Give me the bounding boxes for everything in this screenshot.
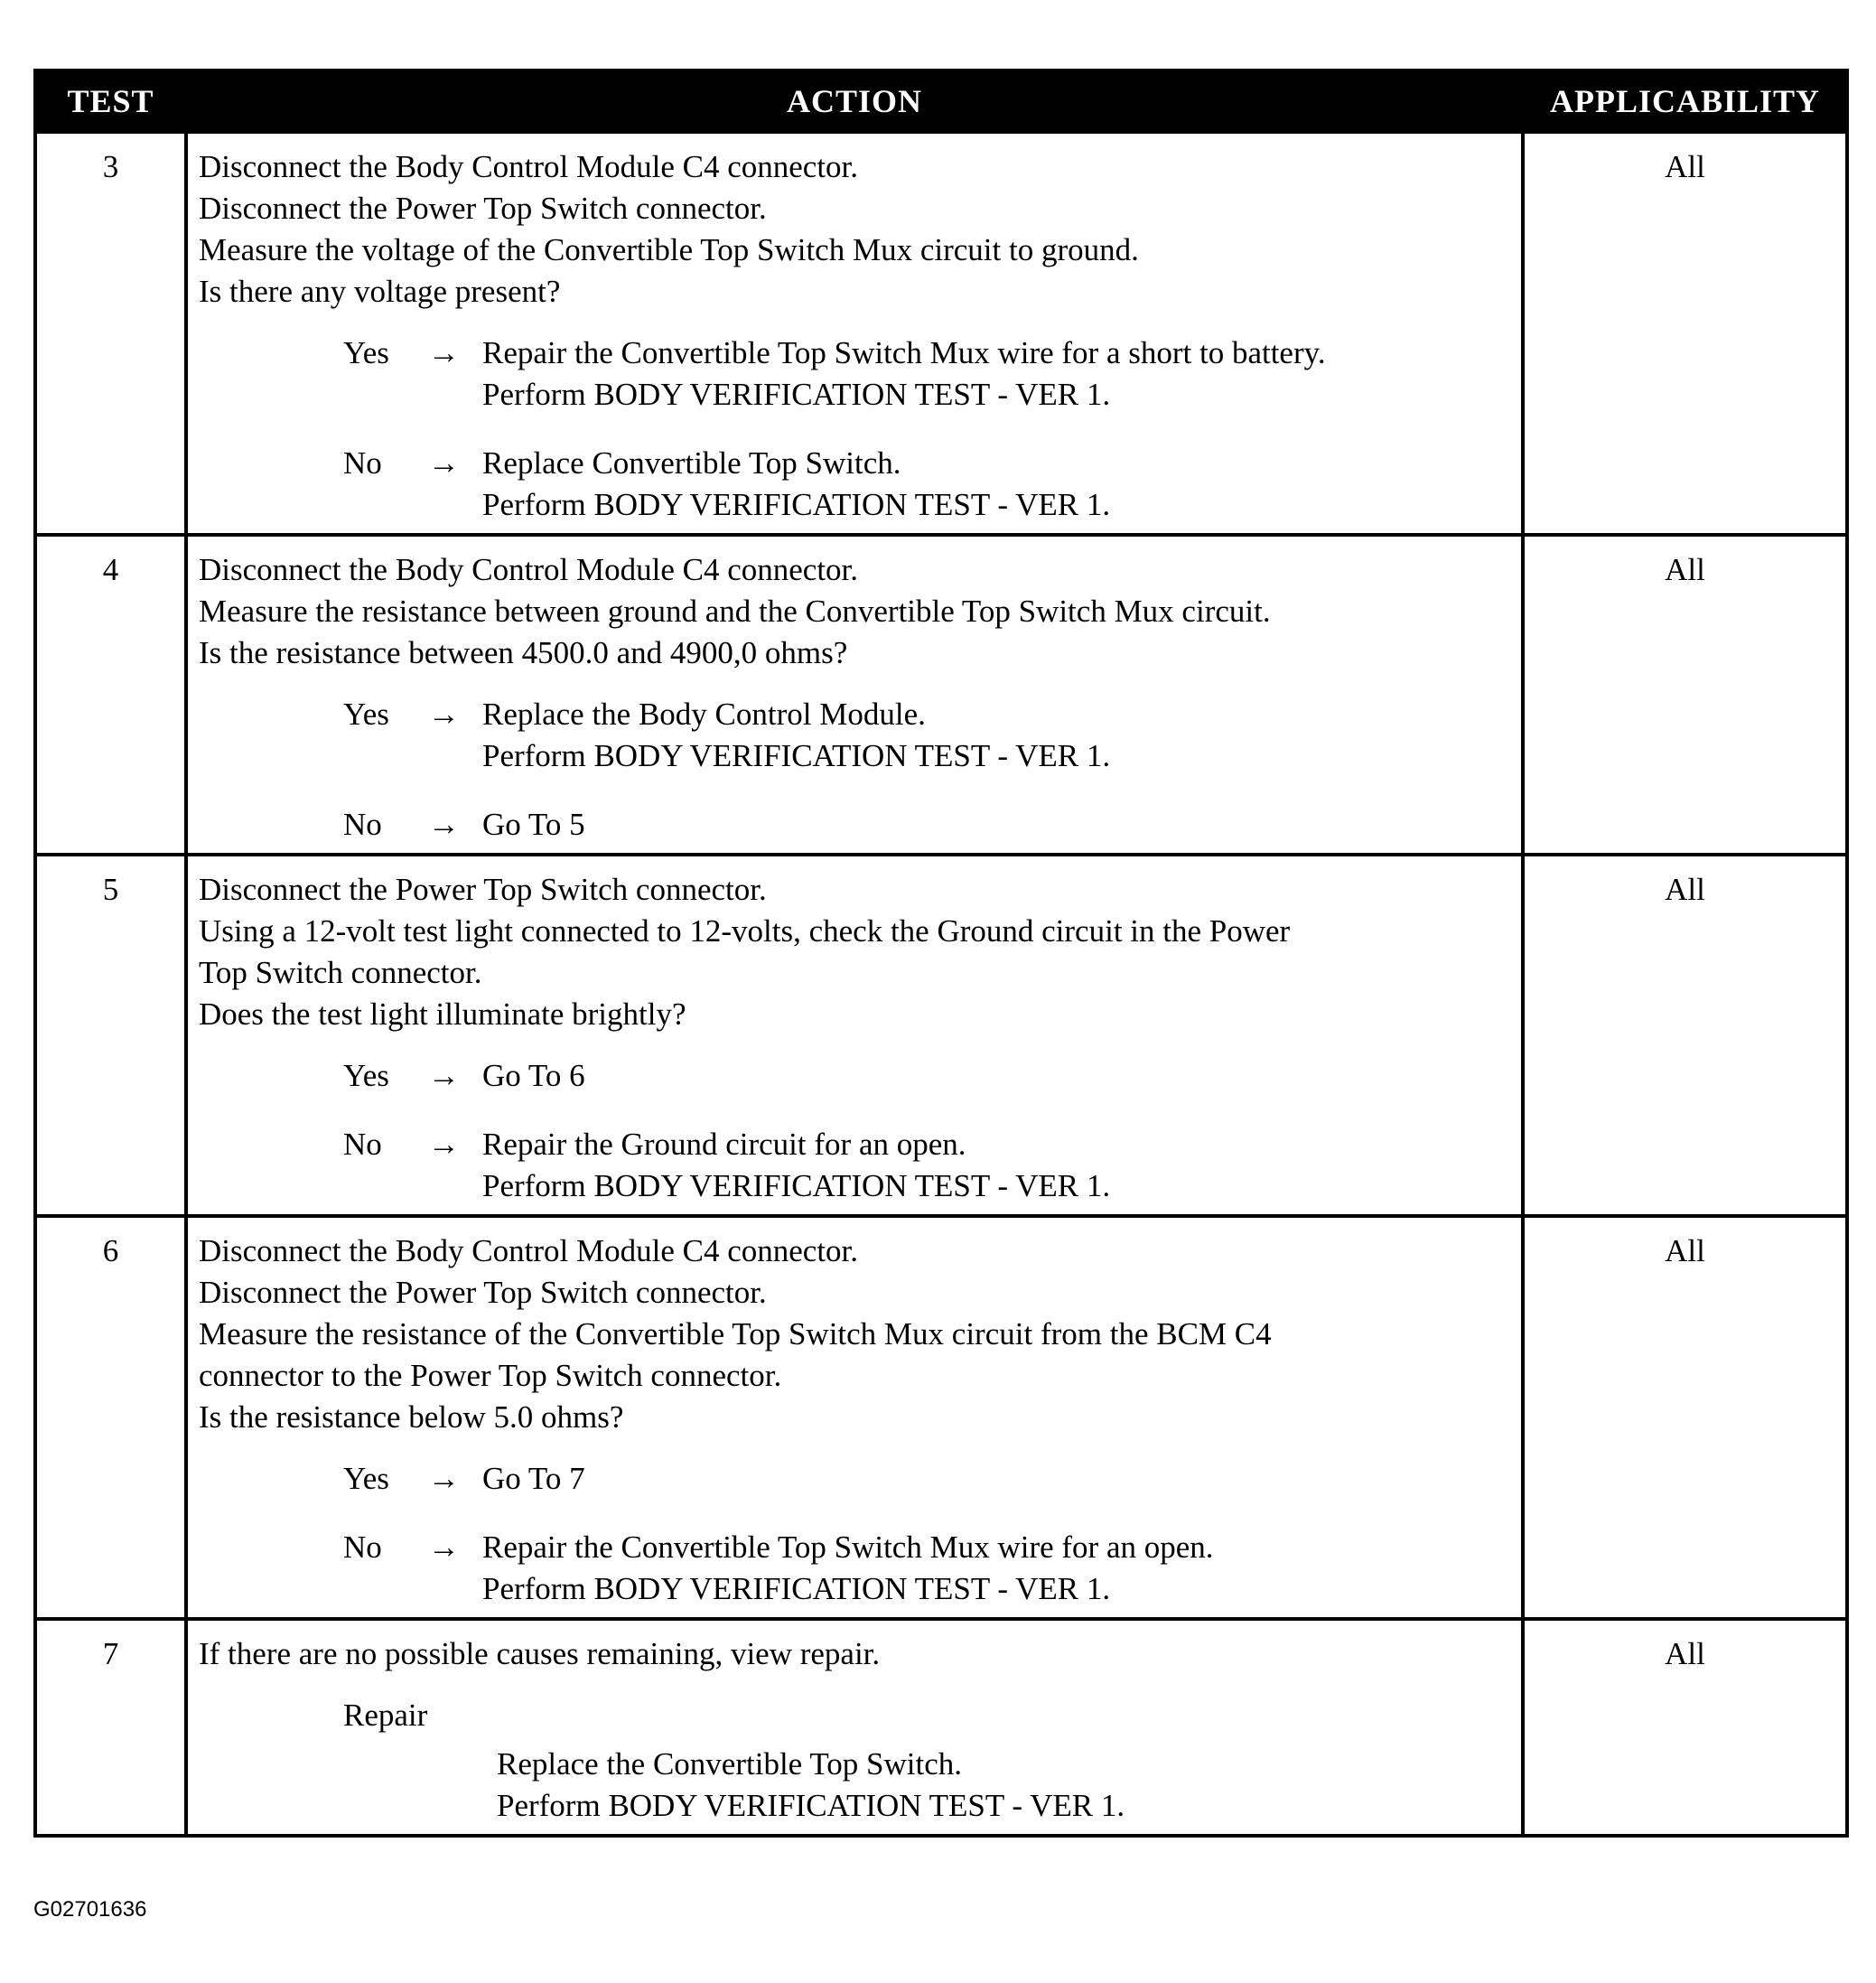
action-step: Disconnect the Body Control Module C4 connector. xyxy=(199,1233,859,1268)
header-action: ACTION xyxy=(186,70,1523,132)
arrow-right-icon: → xyxy=(428,807,460,842)
test-number: 3 xyxy=(35,132,186,535)
decision-branches xyxy=(199,1055,1514,1207)
test-row-4 xyxy=(35,535,1847,855)
branch-no xyxy=(199,1124,1514,1207)
action-step: Is the resistance between 4500.0 and 4900,0 ohms? xyxy=(199,635,848,670)
action-step: Disconnect the Power Top Switch connector. xyxy=(199,191,767,226)
action-step: Disconnect the Body Control Module C4 connector. xyxy=(199,149,859,184)
action-step: Measure the resistance of the Convertible Top Switch Mux circuit from the BCM C4 xyxy=(199,1316,1272,1352)
repair-line: Perform BODY VERIFICATION TEST - VER 1. xyxy=(497,1788,1125,1823)
action-step: Using a 12-volt test light connected to 12-volts, check the Ground circuit in the Power xyxy=(199,913,1291,949)
test-row-6 xyxy=(35,1216,1847,1619)
applicability-cell: All xyxy=(1523,855,1847,1216)
branch-answer: Yes xyxy=(343,1058,389,1093)
test-number: 6 xyxy=(35,1216,186,1619)
branch-answer: Yes xyxy=(343,1461,389,1496)
branch-answer: No xyxy=(343,807,382,842)
arrow-right-icon: → xyxy=(428,335,460,370)
action-step: Disconnect the Power Top Switch connector. xyxy=(199,872,767,907)
action-cell xyxy=(186,535,1523,855)
decision-branches xyxy=(199,1458,1514,1610)
branch-no xyxy=(199,1527,1514,1610)
branch-yes xyxy=(199,694,1514,777)
test-table xyxy=(33,69,1849,1838)
result-line: Perform BODY VERIFICATION TEST - VER 1. xyxy=(482,1168,1111,1203)
diagnostic-test-table xyxy=(33,69,1845,1838)
branch-result xyxy=(482,443,1110,526)
arrow-right-icon: → xyxy=(428,697,460,732)
header-test: TEST xyxy=(35,70,186,132)
arrow-right-icon: → xyxy=(428,1461,460,1496)
result-line: Perform BODY VERIFICATION TEST - VER 1. xyxy=(482,377,1111,412)
test-row-5 xyxy=(35,855,1847,1216)
result-line: Go To 6 xyxy=(482,1058,585,1093)
action-step: Is the resistance below 5.0 ohms? xyxy=(199,1399,624,1435)
decision-branches xyxy=(199,694,1514,846)
branch-result xyxy=(482,804,585,846)
result-line: Replace Convertible Top Switch. xyxy=(482,445,901,481)
branch-yes xyxy=(199,1055,1514,1097)
repair-label: Repair xyxy=(343,1698,428,1733)
branch-answer: No xyxy=(343,1127,382,1162)
branch-answer: No xyxy=(343,1529,382,1565)
header-row xyxy=(35,70,1847,132)
branch-no xyxy=(199,443,1514,526)
branch-result xyxy=(482,1124,1110,1207)
branch-result xyxy=(482,694,1110,777)
branch-result xyxy=(482,1458,585,1500)
branch-result xyxy=(482,1055,585,1097)
arrow-right-icon: → xyxy=(428,1058,460,1093)
action-step: Disconnect the Body Control Module C4 connector. xyxy=(199,552,859,587)
result-line: Repair the Convertible Top Switch Mux wire for an open. xyxy=(482,1529,1214,1565)
action-cell xyxy=(186,1216,1523,1619)
action-step: Measure the voltage of the Convertible Top Switch Mux circuit to ground. xyxy=(199,232,1139,267)
result-line: Repair the Ground circuit for an open. xyxy=(482,1127,966,1162)
applicability-cell: All xyxy=(1523,132,1847,535)
action-step: Is there any voltage present? xyxy=(199,274,561,309)
result-line: Replace the Body Control Module. xyxy=(482,697,926,732)
result-line: Go To 5 xyxy=(482,807,585,842)
action-step: If there are no possible causes remaining, view repair. xyxy=(199,1636,881,1671)
figure-id: G02701636 xyxy=(33,1897,147,1922)
action-step: Does the test light illuminate brightly? xyxy=(199,996,686,1032)
result-line: Perform BODY VERIFICATION TEST - VER 1. xyxy=(482,738,1111,773)
action-step: connector to the Power Top Switch connector. xyxy=(199,1358,782,1393)
arrow-right-icon: → xyxy=(428,1529,460,1565)
test-number: 7 xyxy=(35,1619,186,1836)
test-number: 4 xyxy=(35,535,186,855)
test-number: 5 xyxy=(35,855,186,1216)
action-cell xyxy=(186,855,1523,1216)
action-cell xyxy=(186,132,1523,535)
repair-line: Replace the Convertible Top Switch. xyxy=(497,1746,962,1782)
applicability-cell: All xyxy=(1523,1619,1847,1836)
branch-yes xyxy=(199,1458,1514,1500)
result-line: Repair the Convertible Top Switch Mux wire for a short to battery. xyxy=(482,335,1326,370)
branch-no xyxy=(199,804,1514,846)
arrow-right-icon: → xyxy=(428,445,460,481)
branch-result xyxy=(482,332,1326,416)
test-row-7 xyxy=(35,1619,1847,1836)
result-line: Go To 7 xyxy=(482,1461,585,1496)
branch-yes xyxy=(199,332,1514,416)
action-step: Disconnect the Power Top Switch connector. xyxy=(199,1275,767,1310)
header-applicability: APPLICABILITY xyxy=(1523,70,1847,132)
applicability-cell: All xyxy=(1523,535,1847,855)
decision-branches xyxy=(199,332,1514,526)
action-step: Top Switch connector. xyxy=(199,955,482,990)
repair-instructions xyxy=(497,1744,1514,1827)
result-line: Perform BODY VERIFICATION TEST - VER 1. xyxy=(482,487,1111,522)
branch-answer: No xyxy=(343,445,382,481)
action-cell xyxy=(186,1619,1523,1836)
arrow-right-icon: → xyxy=(428,1127,460,1162)
result-line: Perform BODY VERIFICATION TEST - VER 1. xyxy=(482,1571,1111,1606)
applicability-cell: All xyxy=(1523,1216,1847,1619)
branch-result xyxy=(482,1527,1214,1610)
branch-answer: Yes xyxy=(343,697,389,732)
test-row-3 xyxy=(35,132,1847,535)
action-step: Measure the resistance between ground and the Convertible Top Switch Mux circuit. xyxy=(199,594,1271,629)
branch-answer: Yes xyxy=(343,335,389,370)
